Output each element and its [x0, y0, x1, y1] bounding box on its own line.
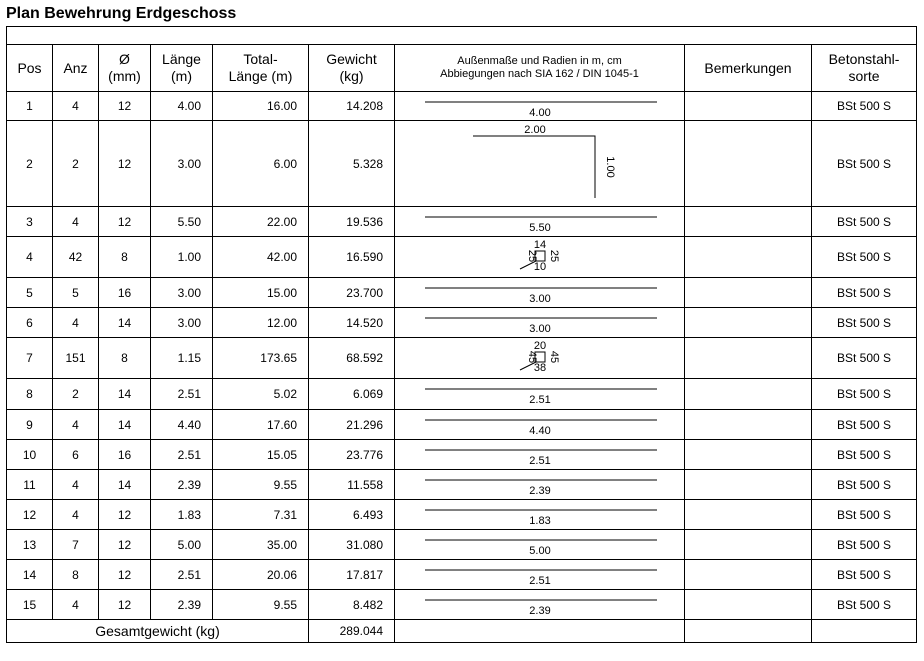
cell-total-length: 15.00	[213, 278, 309, 308]
dimension-label: 5.00	[529, 545, 551, 557]
cell-remarks	[685, 92, 812, 121]
table-row	[7, 560, 917, 590]
cell-length: 1.15	[151, 338, 213, 379]
cell-weight: 16.590	[309, 237, 395, 278]
cell-diameter: 8	[99, 237, 151, 278]
table-row	[7, 338, 917, 379]
cell-diameter: 12	[99, 121, 151, 207]
cell-length: 4.00	[151, 92, 213, 121]
bending-shape-sketch	[395, 530, 685, 559]
cell-shape-sketch	[395, 440, 685, 470]
header-anz: Anz	[53, 45, 99, 92]
cell-shape-sketch	[395, 379, 685, 410]
dimension-label: 2.00	[524, 124, 546, 136]
cell-shape-sketch	[395, 308, 685, 338]
cell-steel-grade: BSt 500 S	[812, 500, 917, 530]
cell-shape-sketch	[395, 410, 685, 440]
cell-pos: 2	[7, 121, 53, 207]
dimension-label: 2.51	[529, 394, 551, 406]
cell-shape-sketch	[395, 470, 685, 500]
rebar-schedule-table	[6, 26, 917, 643]
cell-weight: 5.328	[309, 121, 395, 207]
bending-shape-sketch	[395, 560, 685, 589]
cell-pos: 14	[7, 560, 53, 590]
table-row	[7, 530, 917, 560]
cell-total-length: 9.55	[213, 590, 309, 620]
bending-shape-sketch	[395, 500, 685, 529]
cell-pos: 9	[7, 410, 53, 440]
bending-shape-sketch	[395, 338, 685, 378]
table-row	[7, 121, 917, 207]
cell-pos: 8	[7, 379, 53, 410]
cell-weight: 14.208	[309, 92, 395, 121]
cell-total-length: 20.06	[213, 560, 309, 590]
cell-remarks	[685, 308, 812, 338]
cell-diameter: 8	[99, 338, 151, 379]
cell-anz: 4	[53, 92, 99, 121]
cell-weight: 14.520	[309, 308, 395, 338]
cell-pos: 4	[7, 237, 53, 278]
cell-weight: 21.296	[309, 410, 395, 440]
cell-steel-grade: BSt 500 S	[812, 308, 917, 338]
cell-shape-sketch	[395, 530, 685, 560]
cell-total-length: 17.60	[213, 410, 309, 440]
cell-total-length: 42.00	[213, 237, 309, 278]
cell-shape-sketch	[395, 338, 685, 379]
cell-anz: 5	[53, 278, 99, 308]
dimension-label: 2.39	[529, 485, 551, 497]
cell-weight: 23.700	[309, 278, 395, 308]
cell-pos: 5	[7, 278, 53, 308]
bending-shape-sketch	[395, 470, 685, 499]
cell-weight: 6.493	[309, 500, 395, 530]
header-total-length: Total- Länge (m)	[213, 45, 309, 92]
total-weight-label: Gesamtgewicht (kg)	[7, 620, 309, 643]
cell-length: 1.83	[151, 500, 213, 530]
dimension-label: 20	[533, 340, 547, 352]
cell-pos: 11	[7, 470, 53, 500]
cell-steel-grade: BSt 500 S	[812, 237, 917, 278]
cell-shape-sketch	[395, 92, 685, 121]
cell-anz: 4	[53, 500, 99, 530]
cell-shape-sketch	[395, 560, 685, 590]
table-row	[7, 237, 917, 278]
bar-line	[473, 136, 595, 198]
cell-length: 2.39	[151, 590, 213, 620]
cell-remarks	[685, 237, 812, 278]
cell-diameter: 14	[99, 308, 151, 338]
cell-length: 4.40	[151, 410, 213, 440]
bending-shape-sketch	[395, 92, 685, 120]
dimension-label: 45	[548, 350, 560, 364]
cell-steel-grade: BSt 500 S	[812, 470, 917, 500]
cell-weight: 8.482	[309, 590, 395, 620]
cell-steel-grade: BSt 500 S	[812, 278, 917, 308]
bending-shape-sketch	[395, 410, 685, 439]
blank-top-row	[7, 27, 917, 45]
cell-diameter: 12	[99, 590, 151, 620]
cell-weight: 19.536	[309, 207, 395, 237]
total-empty-shape	[395, 620, 685, 643]
cell-shape-sketch	[395, 207, 685, 237]
cell-pos: 1	[7, 92, 53, 121]
cell-anz: 151	[53, 338, 99, 379]
dimension-label: 25	[526, 249, 538, 263]
dimension-label: 10	[533, 261, 547, 273]
cell-weight: 23.776	[309, 440, 395, 470]
dimension-label: 14	[533, 239, 547, 251]
total-empty-grade	[812, 620, 917, 643]
dimension-label: 2.39	[529, 605, 551, 617]
cell-remarks	[685, 560, 812, 590]
cell-diameter: 14	[99, 379, 151, 410]
cell-remarks	[685, 500, 812, 530]
cell-steel-grade: BSt 500 S	[812, 379, 917, 410]
dimension-label: 38	[533, 362, 547, 374]
cell-anz: 4	[53, 207, 99, 237]
cell-weight: 68.592	[309, 338, 395, 379]
cell-length: 3.00	[151, 121, 213, 207]
cell-anz: 2	[53, 379, 99, 410]
cell-diameter: 14	[99, 470, 151, 500]
table-row	[7, 379, 917, 410]
cell-pos: 15	[7, 590, 53, 620]
table-row	[7, 308, 917, 338]
cell-anz: 7	[53, 530, 99, 560]
cell-shape-sketch	[395, 278, 685, 308]
cell-length: 5.50	[151, 207, 213, 237]
cell-steel-grade: BSt 500 S	[812, 440, 917, 470]
cell-length: 2.51	[151, 560, 213, 590]
cell-anz: 2	[53, 121, 99, 207]
cell-remarks	[685, 530, 812, 560]
cell-diameter: 12	[99, 500, 151, 530]
dimension-label: 4.40	[529, 425, 551, 437]
page-title: Plan Bewehrung Erdgeschoss	[6, 5, 237, 22]
cell-remarks	[685, 207, 812, 237]
cell-diameter: 16	[99, 278, 151, 308]
cell-remarks	[685, 121, 812, 207]
table-row	[7, 410, 917, 440]
table-row	[7, 470, 917, 500]
dimension-label: 2.51	[529, 575, 551, 587]
cell-steel-grade: BSt 500 S	[812, 338, 917, 379]
cell-weight: 31.080	[309, 530, 395, 560]
cell-anz: 4	[53, 470, 99, 500]
bending-shape-sketch	[395, 207, 685, 236]
bending-shape-sketch	[395, 440, 685, 469]
cell-weight: 6.069	[309, 379, 395, 410]
cell-total-length: 15.05	[213, 440, 309, 470]
bending-shape-sketch	[395, 590, 685, 619]
cell-remarks	[685, 379, 812, 410]
dimension-label: 2.51	[529, 455, 551, 467]
cell-diameter: 12	[99, 560, 151, 590]
total-row	[7, 620, 917, 643]
cell-shape-sketch	[395, 590, 685, 620]
cell-steel-grade: BSt 500 S	[812, 410, 917, 440]
cell-total-length: 22.00	[213, 207, 309, 237]
cell-pos: 6	[7, 308, 53, 338]
cell-weight: 17.817	[309, 560, 395, 590]
table-row	[7, 500, 917, 530]
cell-total-length: 6.00	[213, 121, 309, 207]
cell-total-length: 16.00	[213, 92, 309, 121]
cell-shape-sketch	[395, 121, 685, 207]
cell-diameter: 14	[99, 410, 151, 440]
dimension-label: 1.83	[529, 515, 551, 527]
cell-anz: 6	[53, 440, 99, 470]
cell-total-length: 173.65	[213, 338, 309, 379]
table-row	[7, 590, 917, 620]
header-pos: Pos	[7, 45, 53, 92]
cell-total-length: 5.02	[213, 379, 309, 410]
table-row	[7, 440, 917, 470]
cell-remarks	[685, 590, 812, 620]
cell-length: 3.00	[151, 278, 213, 308]
total-empty-remarks	[685, 620, 812, 643]
dimension-label: 45	[526, 350, 538, 364]
bending-shape-sketch	[395, 379, 685, 409]
cell-pos: 13	[7, 530, 53, 560]
cell-diameter: 12	[99, 530, 151, 560]
dimension-label: 3.00	[529, 293, 551, 305]
cell-remarks	[685, 410, 812, 440]
cell-length: 1.00	[151, 237, 213, 278]
cell-diameter: 12	[99, 207, 151, 237]
cell-anz: 4	[53, 590, 99, 620]
cell-remarks	[685, 278, 812, 308]
bending-shape-sketch	[395, 121, 685, 206]
cell-weight: 11.558	[309, 470, 395, 500]
cell-remarks	[685, 440, 812, 470]
bending-shape-sketch	[395, 278, 685, 307]
cell-anz: 4	[53, 308, 99, 338]
table-row	[7, 278, 917, 308]
cell-anz: 42	[53, 237, 99, 278]
cell-steel-grade: BSt 500 S	[812, 121, 917, 207]
cell-length: 2.39	[151, 470, 213, 500]
cell-diameter: 16	[99, 440, 151, 470]
dimension-label: 3.00	[529, 323, 551, 335]
cell-shape-sketch	[395, 237, 685, 278]
cell-total-length: 35.00	[213, 530, 309, 560]
header-remarks: Bemerkungen	[685, 45, 812, 92]
bending-shape-sketch	[395, 308, 685, 337]
dimension-label: 25	[548, 249, 560, 263]
cell-steel-grade: BSt 500 S	[812, 530, 917, 560]
cell-steel-grade: BSt 500 S	[812, 92, 917, 121]
table-row	[7, 207, 917, 237]
cell-total-length: 9.55	[213, 470, 309, 500]
table-row	[7, 92, 917, 121]
dimension-label: 1.00	[604, 156, 616, 178]
cell-remarks	[685, 470, 812, 500]
bending-shape-sketch	[395, 237, 685, 277]
cell-length: 2.51	[151, 379, 213, 410]
header-length: Länge (m)	[151, 45, 213, 92]
cell-total-length: 7.31	[213, 500, 309, 530]
cell-remarks	[685, 338, 812, 379]
cell-pos: 3	[7, 207, 53, 237]
cell-total-length: 12.00	[213, 308, 309, 338]
cell-length: 5.00	[151, 530, 213, 560]
header-steel-grade: Betonstahl- sorte	[812, 45, 917, 92]
header-row	[7, 45, 917, 92]
cell-steel-grade: BSt 500 S	[812, 560, 917, 590]
dimension-label: 4.00	[529, 107, 551, 119]
cell-steel-grade: BSt 500 S	[812, 590, 917, 620]
header-shape: Außenmaße und Radien in m, cm Abbiegungen nach SIA 162 / DIN 1045-1	[395, 45, 685, 92]
cell-steel-grade: BSt 500 S	[812, 207, 917, 237]
dimension-label: 5.50	[529, 222, 551, 234]
cell-length: 2.51	[151, 440, 213, 470]
cell-pos: 7	[7, 338, 53, 379]
cell-length: 3.00	[151, 308, 213, 338]
header-diameter: Ø (mm)	[99, 45, 151, 92]
cell-pos: 10	[7, 440, 53, 470]
total-weight-value: 289.044	[309, 620, 395, 643]
header-weight: Gewicht (kg)	[309, 45, 395, 92]
cell-pos: 12	[7, 500, 53, 530]
cell-anz: 8	[53, 560, 99, 590]
cell-shape-sketch	[395, 500, 685, 530]
cell-anz: 4	[53, 410, 99, 440]
cell-diameter: 12	[99, 92, 151, 121]
